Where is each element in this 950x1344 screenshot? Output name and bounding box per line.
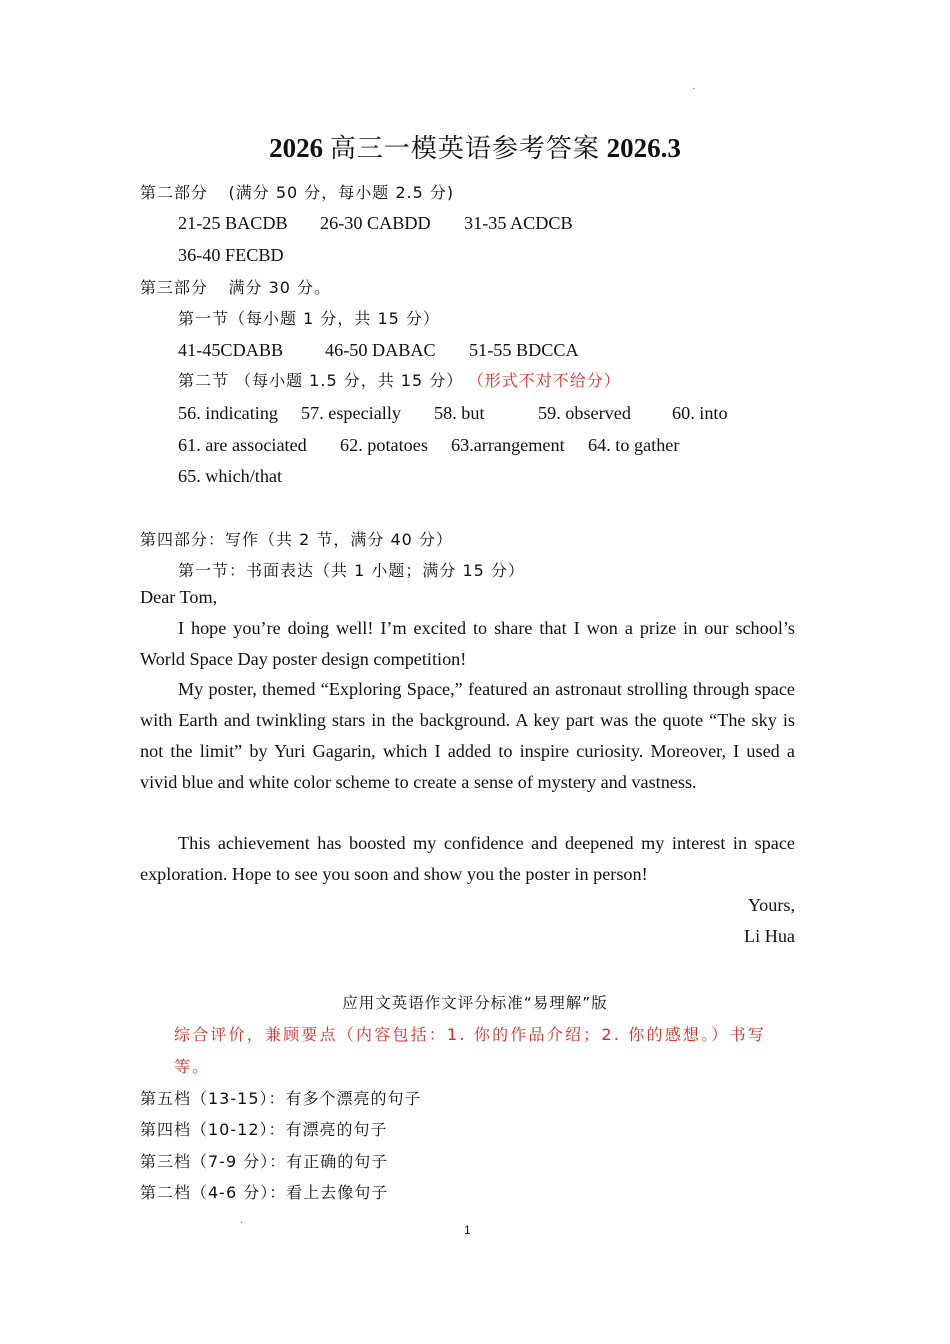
part3-section2-label: 第二节 （每小题 1.5 分，共 15 分）: [178, 371, 464, 390]
letter-paragraph-3-text: This achievement has boosted my confidence and deepened my interest in space exploration. Hope to see you soon and show you the poster in person!: [140, 833, 795, 884]
part3-section1-answer-2: 46-50 DABAC: [325, 340, 436, 360]
letter-paragraph-1-text: I hope you’re doing well! I’m excited to share that I won a prize in our school’s World Space Day poster design competition!: [140, 618, 795, 669]
answer-59: 59. observed: [538, 403, 631, 423]
letter-closing: Yours,: [747, 895, 795, 915]
stray-dot: ·: [692, 84, 696, 95]
part2-header: [140, 180, 454, 203]
part3-section1-answer-1: 41-45CDABB: [178, 340, 284, 360]
page-number: 1: [464, 1223, 471, 1237]
answer-65: 65. which/that: [178, 466, 283, 486]
part2-label: 第二部分: [140, 183, 209, 202]
letter-paragraph-1: [140, 613, 795, 675]
letter-paragraph-3: [140, 828, 795, 890]
answer-56: 56. indicating: [178, 403, 279, 423]
rubric-overall-line2: 等。: [174, 1057, 211, 1076]
rubric-title: 应用文英语作文评分标准“易理解”版: [342, 994, 608, 1012]
letter-signature: Li Hua: [743, 926, 795, 946]
part3-section1-answer-3: 51-55 BDCCA: [469, 340, 579, 360]
part3-header: [140, 275, 331, 298]
rubric-overall-line1: 综合评价，兼顾要点（内容包括：1. 你的作品介绍；2. 你的感想。）书写: [174, 1025, 766, 1044]
answer-63: 63.arrangement: [451, 435, 565, 455]
part3-detail: 满分 30 分。: [228, 278, 332, 297]
part3-section2-header: [178, 368, 621, 391]
part2-detail: (满分 50 分，每小题 2.5 分): [228, 183, 455, 202]
title-year: 2026: [269, 133, 324, 163]
letter-paragraph-2: [140, 674, 795, 798]
rubric-level-5: 第五档（13-15）：有多个漂亮的句子: [140, 1089, 422, 1108]
rubric-level-2: 第二档（4-6 分）：看上去像句子: [140, 1183, 389, 1202]
title-date: 2026.3: [606, 133, 681, 163]
letter-greeting: Dear Tom,: [140, 587, 218, 607]
part4-label: 第四部分：写作（共 2 节，满分 40 分）: [140, 530, 453, 549]
answer-61: 61. are associated: [178, 435, 307, 455]
part2-answer-1: 21-25 BACDB: [178, 213, 288, 233]
letter-paragraph-2-text: My poster, themed “Exploring Space,” featured an astronaut strolling through space with Earth and twinkling stars in the background. A key part was the quote “The sky is not the limit” by Yuri Gagarin, which I added to inspire curiosity. Moreover, I used a vivid blue and white color scheme to create a sense of mystery and vastness.: [140, 679, 795, 792]
part3-label: 第三部分: [140, 278, 209, 297]
answer-58: 58. but: [434, 403, 485, 423]
part2-answer-3: 31-35 ACDCB: [464, 213, 573, 233]
page-title: [0, 128, 950, 165]
rubric-level-4: 第四档（10-12）：有漂亮的句子: [140, 1120, 388, 1139]
answer-64: 64. to gather: [588, 435, 680, 455]
part2-answer-2: 26-30 CABDD: [320, 213, 431, 233]
part4-section1-label: 第一节：书面表达（共 1 小题；满分 15 分）: [178, 561, 525, 580]
answer-57: 57. especially: [301, 403, 401, 423]
part3-section2-note: （形式不对不给分）: [467, 371, 621, 390]
part2-answer-4: 36-40 FECBD: [178, 245, 284, 265]
rubric-level-3: 第三档（7-9 分）：有正确的句子: [140, 1152, 389, 1171]
answer-60: 60. into: [672, 403, 728, 423]
part3-section1-label: 第一节（每小题 1 分，共 15 分）: [178, 309, 440, 328]
title-text: 高三一模英语参考答案: [329, 134, 600, 164]
stray-dot-bottom: ·: [240, 1218, 244, 1229]
answer-62: 62. potatoes: [340, 435, 428, 455]
